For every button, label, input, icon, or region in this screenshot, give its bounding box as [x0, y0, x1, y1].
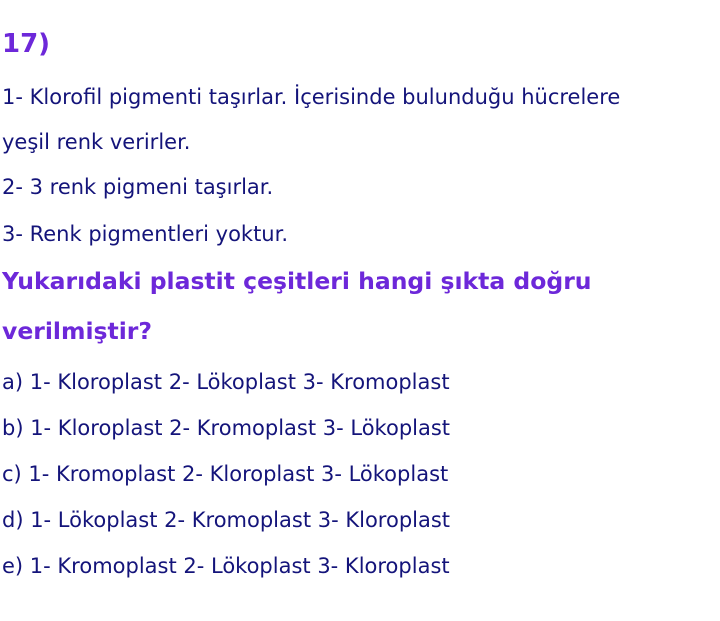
statement-line-1: 1- Klorofil pigmenti taşırlar. İçerisinde bulunduğu hücrelere — [2, 85, 621, 109]
statement-line-3: 2- 3 renk pigmeni taşırlar. — [2, 175, 274, 199]
statement-line-4: 3- Renk pigmentleri yoktur. — [2, 222, 289, 246]
option-b[interactable]: b) 1- Kloroplast 2- Kromoplast 3- Lökoplast — [2, 416, 451, 440]
question-prompt-line-2: verilmiştir? — [2, 317, 152, 345]
question-number: 17) — [2, 29, 51, 59]
statement-line-2: yeşil renk verirler. — [2, 130, 191, 154]
option-d[interactable]: d) 1- Lökoplast 2- Kromoplast 3- Kloroplast — [2, 508, 451, 532]
option-a[interactable]: a) 1- Kloroplast 2- Lökoplast 3- Kromoplast — [2, 370, 450, 394]
question-prompt-line-1: Yukarıdaki plastit çeşitleri hangi şıkta doğru — [2, 267, 592, 295]
option-c[interactable]: c) 1- Kromoplast 2- Kloroplast 3- Lökoplast — [2, 462, 449, 486]
option-e[interactable]: e) 1- Kromoplast 2- Lökoplast 3- Kloroplast — [2, 554, 450, 578]
